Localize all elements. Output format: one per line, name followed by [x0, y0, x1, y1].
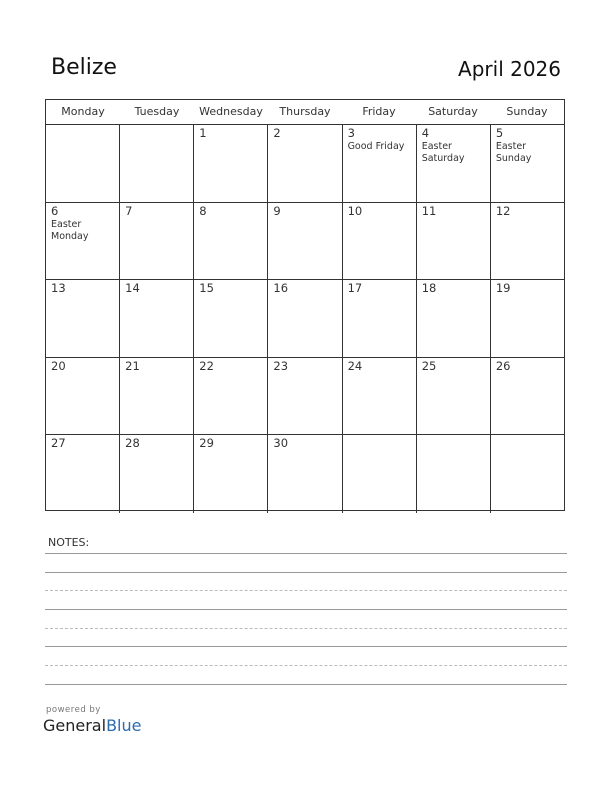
notes-line [45, 646, 567, 647]
day-cell[interactable] [194, 280, 268, 357]
week-row [46, 358, 564, 436]
day-number: 15 [199, 281, 214, 296]
notes-line [45, 609, 567, 610]
day-number: 19 [495, 281, 511, 296]
day-cell[interactable] [417, 358, 491, 435]
day-cell[interactable] [194, 125, 268, 202]
powered-by-text: powered by [46, 705, 101, 715]
day-cell[interactable] [343, 358, 417, 435]
day-number: 23 [273, 358, 289, 373]
day-cell[interactable] [194, 203, 268, 280]
day-cell[interactable] [417, 280, 491, 357]
day-cell[interactable] [194, 435, 268, 513]
day-cell[interactable] [120, 280, 194, 357]
calendar-grid [45, 99, 565, 511]
day-number: 1 [199, 126, 207, 140]
notes-line [45, 628, 567, 629]
holiday-label: Easter Sunday [495, 141, 532, 164]
holiday-label: Good Friday [347, 141, 405, 152]
day-cell[interactable] [268, 280, 342, 357]
brand-blue: Blue [106, 716, 142, 735]
week-row [46, 125, 564, 203]
day-cell[interactable] [46, 358, 120, 435]
day-number: 21 [125, 358, 140, 373]
notes-line [45, 553, 567, 554]
country-title: Belize [51, 55, 117, 80]
week-row [46, 280, 564, 358]
day-number: 7 [125, 203, 133, 218]
week-row [46, 435, 564, 513]
day-number: 27 [51, 436, 66, 451]
weekday-label: Monday [61, 105, 105, 118]
day-cell[interactable] [268, 203, 342, 280]
day-number: 9 [273, 203, 281, 218]
day-cell[interactable] [491, 280, 564, 357]
day-cell[interactable] [417, 125, 491, 202]
day-cell[interactable] [46, 435, 120, 513]
day-cell[interactable] [343, 435, 417, 513]
day-cell[interactable] [343, 125, 417, 202]
weekday-label: Sunday [506, 105, 548, 118]
week-row [46, 203, 564, 281]
day-number: 16 [273, 281, 289, 296]
day-number: 13 [51, 281, 66, 296]
day-number: 22 [199, 358, 214, 373]
weekday-label: Friday [362, 105, 396, 118]
day-cell[interactable] [417, 203, 491, 280]
notes-line [45, 572, 567, 573]
day-number: 17 [347, 281, 363, 296]
day-number: 6 [51, 203, 59, 218]
day-cell[interactable] [120, 125, 194, 202]
day-cell[interactable] [120, 435, 194, 513]
day-cell[interactable] [268, 435, 342, 513]
notes-line [45, 684, 567, 685]
day-cell[interactable] [46, 125, 120, 202]
day-number: 30 [273, 436, 289, 451]
weeks [46, 125, 564, 513]
month-title: April 2026 [458, 57, 561, 81]
notes-line [45, 590, 567, 591]
day-cell[interactable] [120, 203, 194, 280]
day-cell[interactable] [491, 435, 564, 513]
day-cell[interactable] [491, 203, 564, 280]
day-number: 20 [51, 358, 66, 373]
day-number: 14 [125, 281, 140, 296]
brand-logo [43, 716, 141, 735]
notes-label: NOTES: [48, 536, 90, 549]
day-number: 26 [495, 358, 511, 373]
day-number: 12 [495, 203, 511, 218]
day-number: 5 [495, 126, 504, 140]
holiday-label: Easter Monday [51, 218, 89, 242]
weekday-label: Thursday [279, 105, 331, 118]
day-cell[interactable] [491, 125, 564, 202]
brand-general: General [43, 716, 107, 735]
day-number: 28 [125, 436, 140, 451]
notes-line [45, 665, 567, 666]
day-cell[interactable] [46, 203, 120, 280]
day-number: 4 [421, 126, 430, 140]
day-number: 18 [421, 281, 437, 296]
day-cell[interactable] [417, 435, 491, 513]
day-cell[interactable] [343, 280, 417, 357]
weekday-label: Wednesday [199, 105, 263, 118]
day-number: 8 [199, 203, 207, 218]
day-cell[interactable] [120, 358, 194, 435]
weekday-header [46, 100, 564, 125]
day-cell[interactable] [491, 358, 564, 435]
day-cell[interactable] [194, 358, 268, 435]
day-number: 24 [347, 358, 363, 373]
day-number: 3 [347, 126, 355, 140]
holiday-label: Easter Saturday [421, 141, 465, 164]
weekday-label: Saturday [428, 105, 478, 118]
day-number: 11 [421, 203, 437, 218]
day-cell[interactable] [268, 125, 342, 202]
day-number: 10 [347, 203, 363, 218]
weekday-label: Tuesday [134, 105, 180, 118]
day-cell[interactable] [46, 280, 120, 357]
day-number: 2 [273, 126, 281, 140]
day-cell[interactable] [268, 358, 342, 435]
day-number: 29 [199, 436, 214, 451]
day-number: 25 [421, 358, 437, 373]
day-cell[interactable] [343, 203, 417, 280]
